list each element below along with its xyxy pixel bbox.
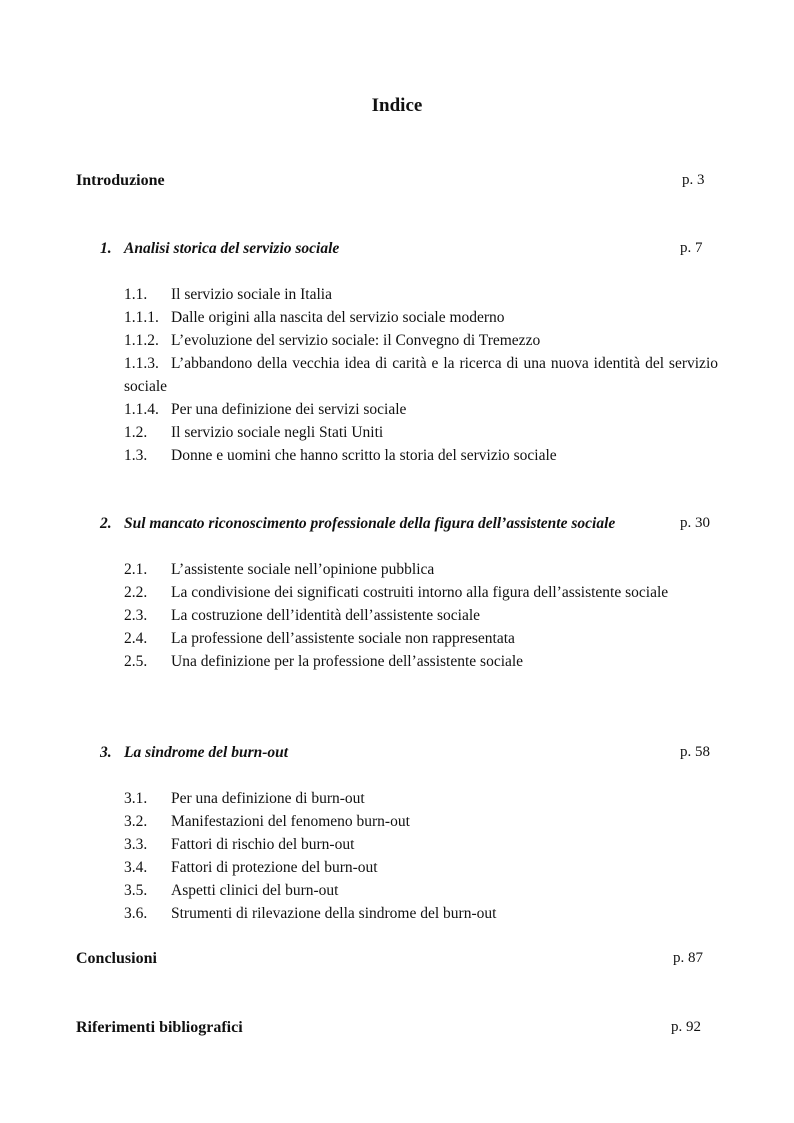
section-number: 1.1.4. <box>124 401 159 418</box>
section-number: 1.1.3. <box>124 355 159 372</box>
chapter-title: Sul mancato riconoscimento professionale della figura dell’assistente sociale <box>124 515 616 532</box>
section-number: 2.4. <box>124 630 148 647</box>
section-number: 1.1. <box>124 286 148 303</box>
section-item[interactable] <box>124 810 718 833</box>
section-number: 2.3. <box>124 607 148 624</box>
section-item[interactable] <box>124 650 718 673</box>
section-item[interactable] <box>124 902 718 925</box>
section-title: Donne e uomini che hanno scritto la storia del servizio sociale <box>171 447 557 464</box>
chapter-title: Analisi storica del servizio sociale <box>124 240 340 257</box>
section-title: L’assistente sociale nell’opinione pubblica <box>171 561 435 578</box>
section-title: La costruzione dell’identità dell’assistente sociale <box>171 607 481 624</box>
section-number: 2.1. <box>124 561 148 578</box>
section-title: Aspetti clinici del burn-out <box>171 882 339 899</box>
introduction-page: p. 3 <box>682 172 705 188</box>
section-item[interactable] <box>124 306 718 329</box>
chapter-number: 3. <box>100 744 112 761</box>
section-title: Per una definizione di burn-out <box>171 790 365 807</box>
section-item[interactable] <box>124 558 718 581</box>
section-item[interactable] <box>124 879 718 902</box>
chapter-page: p. 7 <box>680 240 703 256</box>
section-item[interactable] <box>124 787 718 810</box>
chapter-page: p. 30 <box>680 515 710 531</box>
section-number: 1.1.1. <box>124 309 159 326</box>
section-title: Fattori di protezione del burn-out <box>171 859 378 876</box>
section-item[interactable] <box>124 421 718 444</box>
chapter-title: La sindrome del burn-out <box>124 744 289 761</box>
chapter-heading <box>100 744 288 762</box>
section-title: Manifestazioni del fenomeno burn-out <box>171 813 410 830</box>
chapter-number: 2. <box>100 515 112 532</box>
section-title: L’abbandono della vecchia idea di carità e la ricerca di una nuova identità del servizio sociale <box>124 355 718 395</box>
chapter-number: 1. <box>100 240 112 257</box>
section-title: Il servizio sociale in Italia <box>171 286 332 303</box>
section-item[interactable] <box>124 398 718 421</box>
section-title: Dalle origini alla nascita del servizio sociale moderno <box>171 309 505 326</box>
section-title: Strumenti di rilevazione della sindrome del burn-out <box>171 905 497 922</box>
section-item[interactable] <box>124 856 718 879</box>
section-number: 2.2. <box>124 584 148 601</box>
section-title: La professione dell’assistente sociale non rappresentata <box>171 630 515 647</box>
section-number: 3.5. <box>124 882 148 899</box>
section-title: Una definizione per la professione dell’assistente sociale <box>171 653 524 670</box>
section-number: 3.1. <box>124 790 148 807</box>
section-item[interactable] <box>124 444 718 467</box>
introduction-title: Introduzione <box>76 172 165 189</box>
page-title: Indice <box>371 95 423 116</box>
conclusions-title: Conclusioni <box>76 950 157 967</box>
section-title: La condivisione dei significati costruiti intorno alla figura dell’assistente sociale <box>171 584 669 601</box>
section-number: 3.3. <box>124 836 148 853</box>
section-number: 1.2. <box>124 424 148 441</box>
section-number: 3.6. <box>124 905 148 922</box>
section-item[interactable] <box>124 604 718 627</box>
chapter-heading <box>100 515 615 533</box>
section-number: 3.2. <box>124 813 148 830</box>
section-title: L’evoluzione del servizio sociale: il Convegno di Tremezzo <box>171 332 541 349</box>
section-list <box>124 787 718 925</box>
conclusions-page: p. 87 <box>673 950 703 966</box>
section-list <box>124 558 718 673</box>
section-number: 2.5. <box>124 653 148 670</box>
section-title: Per una definizione dei servizi sociale <box>171 401 407 418</box>
section-title: Il servizio sociale negli Stati Uniti <box>171 424 384 441</box>
chapter-page: p. 58 <box>680 744 710 760</box>
chapter-heading <box>100 240 339 258</box>
section-item[interactable] <box>124 283 718 306</box>
section-list <box>124 283 718 467</box>
bibliography-title: Riferimenti bibliografici <box>76 1019 243 1036</box>
section-number: 3.4. <box>124 859 148 876</box>
section-item[interactable] <box>124 581 718 604</box>
section-item[interactable] <box>124 833 718 856</box>
section-item[interactable] <box>124 329 718 352</box>
bibliography-page: p. 92 <box>671 1019 701 1035</box>
section-item[interactable] <box>124 627 718 650</box>
section-title: Fattori di rischio del burn-out <box>171 836 355 853</box>
section-item[interactable] <box>124 352 718 398</box>
section-number: 1.1.2. <box>124 332 159 349</box>
section-number: 1.3. <box>124 447 148 464</box>
